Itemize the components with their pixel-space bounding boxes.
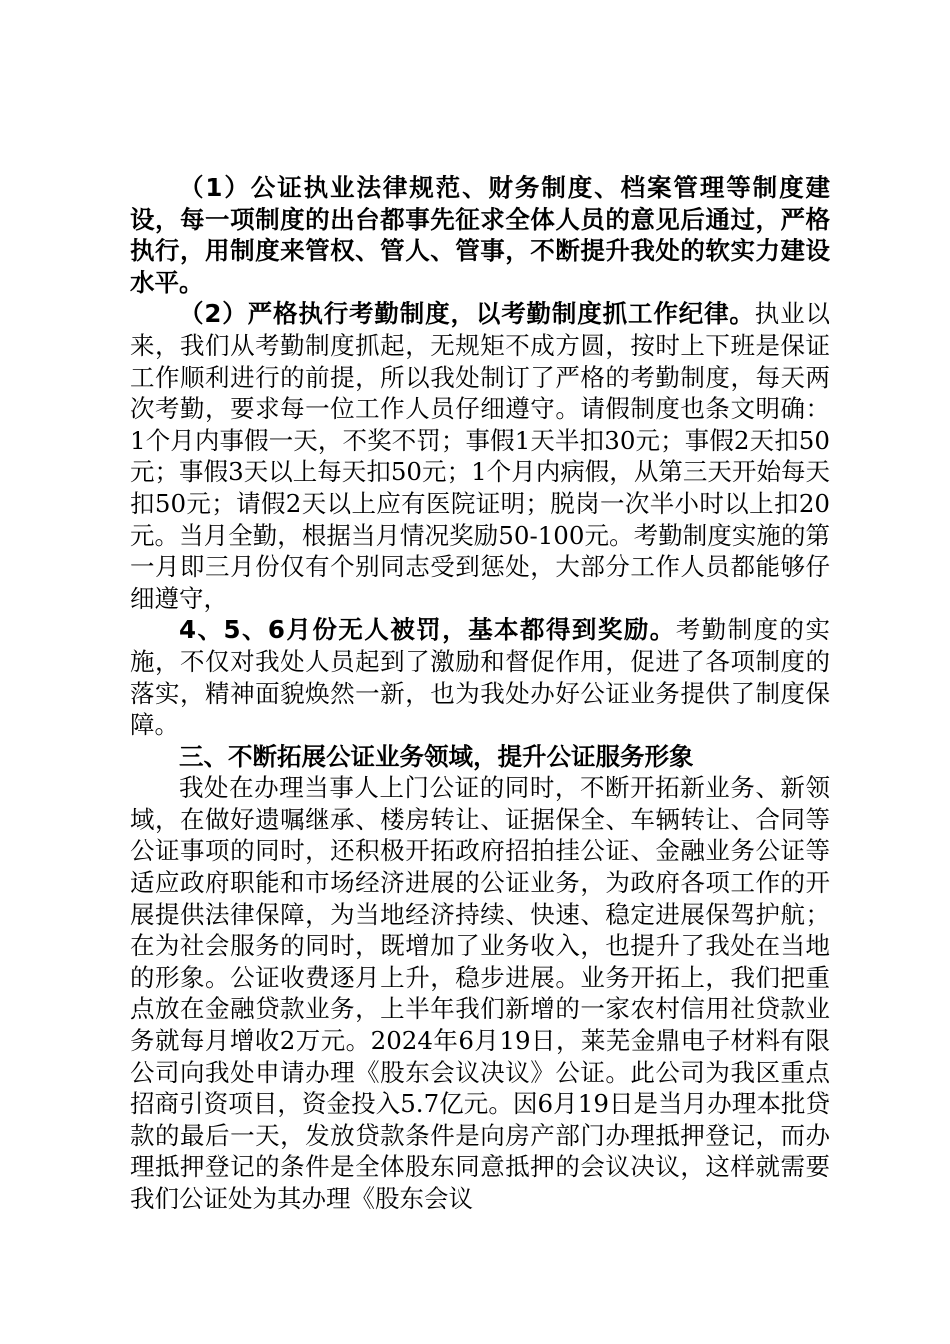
section-heading-text: 三、不断拓展公证业务领域，提升公证服务形象 (179, 741, 694, 771)
paragraph-5-body: 我处在办理当事人上门公证的同时，不断开拓新业务、新领域，在做好遗嘱继承、楼房转让、证据保全、车辆转让、合同等公证事项的同时，还积极开拓政府招拍挂公证、金融业务公证等适应政府职能和市场经济进展的公证业务，为政府各项工作的开展提供法律保障，为当地经济持续、快速、稳定进展保驾护航；在为社会服务的同时，既增加了业务收入，也提升了我处在当地的形象。公证收费逐月上升，稳步进展。业务开拓上，我们把重点放在金融贷款业务，上半年我们新增的一家农村信用社贷款业务就每月增收2万元。2024年6月19日，莱芜金鼎电子材料有限公司向我处申请办理《股东会议决议》公证。此公司为我区重点招商引资项目，资金投入5.7亿元。因6月19日是当月办理本批贷款的最后一天，发放贷款条件是向房产部门办理抵押登记，而办理抵押登记的条件是全体股东同意抵押的会议决议，这样就需要我们公证处为其办理《股东会议 (130, 773, 830, 1213)
paragraph-3 (130, 614, 830, 740)
paragraph-2-body: 执业以来，我们从考勤制度抓起，无规矩不成方圆，按时上下班是保证工作顺利进行的前提，所以我处制订了严格的考勤制度，每天两次考勤，要求每一位工作人员仔细遵守。请假制度也条文明确：1个月内事假一天，不奖不罚；事假1天半扣30元；事假2天扣50元；事假3天以上每天扣50元；1个月内病假，从第三天开始每天扣50元；请假2天以上应有医院证明；脱岗一次半小时以上扣20元。当月全勤，根据当月情况奖励50-100元。考勤制度实施的第一月即三月份仅有个别同志受到惩处，大部分工作人员都能够仔细遵守， (130, 299, 831, 613)
document-page (130, 172, 830, 1215)
paragraph-3-body: 考勤制度的实施，不仅对我处人员起到了激励和督促作用，促进了各项制度的落实，精神面貌焕然一新，也为我处办好公证业务提供了制度保障。 (130, 615, 831, 740)
paragraph-5 (130, 772, 830, 1214)
section-heading (130, 741, 830, 773)
paragraph-1 (130, 172, 830, 298)
paragraph-2 (130, 298, 830, 614)
paragraph-2-heading: （2）严格执行考勤制度，以考勤制度抓工作纪律。 (179, 299, 755, 329)
paragraph-3-heading: 4、5、6月份无人被罚，基本都得到奖励。 (179, 615, 676, 645)
paragraph-1-heading: （1）公证执业法律规范、财务制度、档案管理等制度建设，每一项制度的出台都事先征求全体人员的意见后通过，严格执行，用制度来管权、管人、管事，不断提升我处的软实力建设水平。 (130, 173, 830, 297)
